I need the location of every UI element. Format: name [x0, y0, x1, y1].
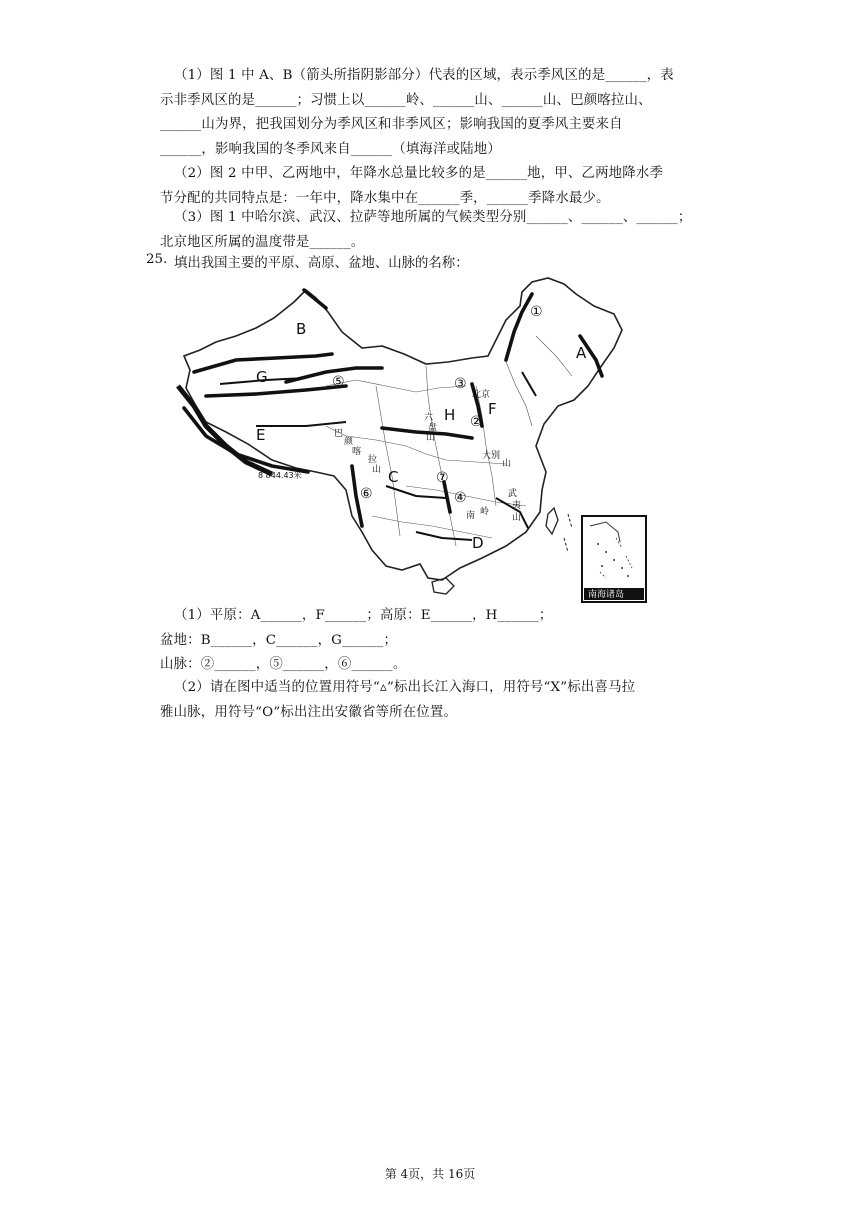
page-footer: 第 4页，共 16页: [384, 1167, 476, 1181]
mountain-number-3: ③: [454, 376, 467, 392]
bayan-label-1: 巴: [334, 429, 344, 439]
region-label-a: A: [576, 344, 587, 362]
liupan-label-2: 盘: [428, 423, 438, 433]
q24-p1-line2: 示非季风区的是______；习惯上以______岭、______山、______山、巴颜喀拉山、: [160, 92, 652, 108]
q24-part2: [160, 162, 734, 211]
region-label-g: G: [256, 368, 268, 386]
taiwan-island: [546, 508, 558, 534]
q24-p1-line4: ______，影响我国的冬季风来自______（填海洋或陆地）: [160, 141, 501, 157]
nanling-label-2: 岭: [480, 507, 490, 517]
q24-p1-line1: （1）图 1 中 A、B（箭头所指阴影部分）代表的区域，表示季风区的是______，表: [174, 68, 674, 83]
china-map: [176, 276, 654, 610]
region-label-e: E: [256, 426, 266, 444]
kunlun-range: [206, 386, 346, 396]
everest-elevation-label: 8 844.43米: [258, 471, 302, 480]
q25-p1-line2: 盆地：B______，C______，G______；: [160, 632, 398, 648]
region-label-b: B: [296, 320, 307, 338]
wuyi-label-3: 山: [512, 513, 522, 523]
q24-p3-line2: 北京地区所属的温度带是______。: [160, 234, 365, 250]
wuyi-label-1: 武: [508, 489, 518, 499]
q25-p1-line3: 山脉：②______，⑤______，⑥______。: [160, 657, 407, 672]
bayan-label-5: 山: [372, 465, 382, 475]
wuyi-label-2: 夷: [512, 501, 522, 511]
question-title: 填出我国主要的平原、高原、盆地、山脉的名称：: [174, 256, 469, 271]
mountain-number-2: ②: [470, 414, 483, 430]
mountain-number-7: ⑦: [436, 470, 449, 486]
q25-p1-line1: （1）平原：A______，F______；高原：E______，H______；: [174, 608, 553, 623]
q25-p2-line2: 雅山脉，用符号“O”标出注出安徽省等所在位置。: [160, 704, 458, 720]
mountain-number-5: ⑤: [332, 374, 345, 390]
south-china-sea-inset: [582, 516, 646, 602]
mountain-number-6: ⑥: [360, 486, 373, 502]
q25-p2-line1: （2）请在图中适当的位置用符号“▵”标出长江入海口，用符号“X”标出喜马拉: [174, 680, 636, 695]
q24-part1: [160, 64, 734, 162]
mountain-number-1: ①: [530, 304, 543, 320]
mountain-number-4: ④: [454, 490, 467, 506]
q24-p2-line1: （2）图 2 中甲、乙两地中，年降水总量比较多的是______地，甲、乙两地降水季: [174, 166, 664, 181]
region-label-c: C: [388, 468, 399, 486]
region-label-d: D: [472, 534, 484, 552]
dabie-label-2: 山: [502, 459, 512, 469]
question-number: 25.: [146, 252, 168, 267]
q24-p2-line2: 节分配的共同特点是：一年中，降水集中在______季，______季降水最少。: [160, 190, 610, 206]
mountain-ranges: [184, 290, 602, 526]
bayan-label-3: 喀: [352, 447, 362, 457]
q25-part1: [160, 604, 734, 678]
bayan-label-4: 拉: [368, 455, 378, 465]
inset-label: 南海诸岛: [588, 590, 625, 600]
daxinganling-range: [506, 294, 532, 360]
region-label-h: H: [444, 406, 456, 424]
q25-part2: [160, 676, 734, 725]
liupan-label-1: 六: [424, 413, 434, 423]
altai-range: [304, 290, 326, 308]
region-label-f: F: [488, 400, 497, 418]
liupan-label-3: 山: [426, 433, 436, 443]
q24-p1-line3: ______山为界，把我国划分为季风区和非季风区；影响我国的夏季风主要来自: [160, 117, 623, 132]
beijing-label: 北京: [472, 390, 491, 400]
q24-part3: [160, 206, 734, 255]
hainan-island: [432, 578, 454, 594]
q24-p3-line1: （3）图 1 中哈尔滨、武汉、拉萨等地所属的气候类型分别______、______、______；: [174, 210, 692, 225]
bayan-label-2: 颜: [344, 437, 354, 447]
dabie-label-1: 大别: [482, 451, 501, 461]
nanling-label-1: 南: [466, 511, 476, 521]
